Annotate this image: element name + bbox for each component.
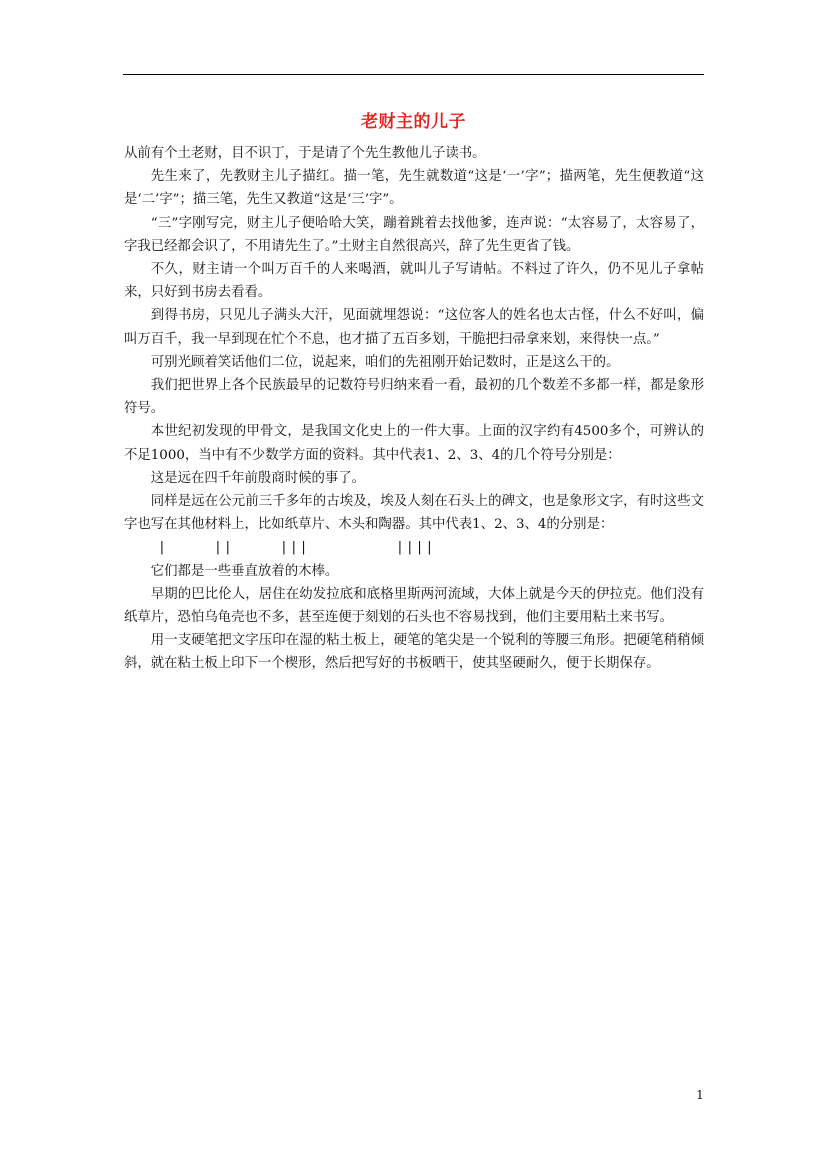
numeral-mark-4: |||| bbox=[396, 540, 436, 556]
paragraph: 不久，财主请一个叫万百千的人来喝酒，就叫儿子写请帖。不料过了许久，仍不见儿子拿帖来，只好到书房去看看。 bbox=[124, 262, 704, 301]
paragraph: 可别光顾着笑话他们二位，说起来，咱们的先祖刚开始记数时，正是这么干的。 bbox=[150, 354, 620, 370]
paragraph: 同样是远在公元前三千多年的古埃及，埃及人刻在石头上的碑文，也是象形文字，有时这些文字也写在其他材料上，比如纸草片、木头和陶器。其中代表1、2、3、4的分别是： bbox=[124, 494, 704, 533]
paragraph: 本世纪初发现的甲骨文，是我国文化史上的一件大事。上面的汉字约有4500多个，可辨认的不足1000，当中有不少数学方面的资料。其中代表1、2、3、4的几个符号分别是： bbox=[124, 424, 704, 463]
paragraph: 这是远在四千年前殷商时候的事了。 bbox=[150, 470, 366, 486]
paragraph: 我们把世界上各个民族最早的记数符号归纳来看一看，最初的几个数差不多都一样，都是象形符号。 bbox=[124, 378, 704, 417]
paragraph: 先生来了，先教财主儿子描红。描一笔，先生就数道“这是‘一’字”；描两笔，先生便教道“这是‘二’字”；描三笔，先生又教道“这是‘三’字”。 bbox=[124, 169, 704, 208]
numeral-mark-2: || bbox=[214, 540, 234, 556]
paragraph: 从前有个土老财，目不识丁，于是请了个先生教他儿子读书。 bbox=[124, 146, 486, 161]
paragraph: 早期的巴比伦人，居住在幼发拉底和底格里斯两河流域，大体上就是今天的伊拉克。他们没有纸草片，恐怕乌龟壳也不多，甚至连便于刻划的石头也不容易找到，他们主要用粘土来书写。 bbox=[124, 586, 704, 626]
document-title: 老财主的儿子 bbox=[361, 112, 466, 132]
paragraph: 用一支硬笔把文字压印在湿的粘土板上，硬笔的笔尖是一个锐利的等腰三角形。把硬笔稍稍倾斜，就在粘土板上印下一个楔形，然后把写好的书板晒干，使其坚硬耐久，便于长期保存。 bbox=[124, 633, 704, 672]
numeral-mark-3: ||| bbox=[280, 540, 310, 556]
numeral-mark-1: | bbox=[158, 540, 168, 556]
page-number: 1 bbox=[696, 1088, 704, 1102]
header-rule bbox=[123, 74, 704, 75]
paragraph: 到得书房，只见儿子满头大汗，见面就埋怨说：“这位客人的姓名也太古怪，什么不好叫，偏叫万百千，我一早到现在忙个不息，也才描了五百多划，干脆把扫帚拿来划，来得快一点。” bbox=[124, 308, 704, 347]
numeral-marks-row bbox=[124, 536, 704, 559]
paragraph: 它们都是一些垂直放着的木棒。 bbox=[150, 563, 339, 579]
paragraph: “三”字刚写完，财主儿子便哈哈大笑，蹦着跳着去找他爹，连声说：“太容易了，太容易了，字我已经都会识了，不用请先生了。”土财主自然很高兴，辞了先生更省了钱。 bbox=[124, 215, 704, 254]
document-body bbox=[124, 142, 704, 676]
